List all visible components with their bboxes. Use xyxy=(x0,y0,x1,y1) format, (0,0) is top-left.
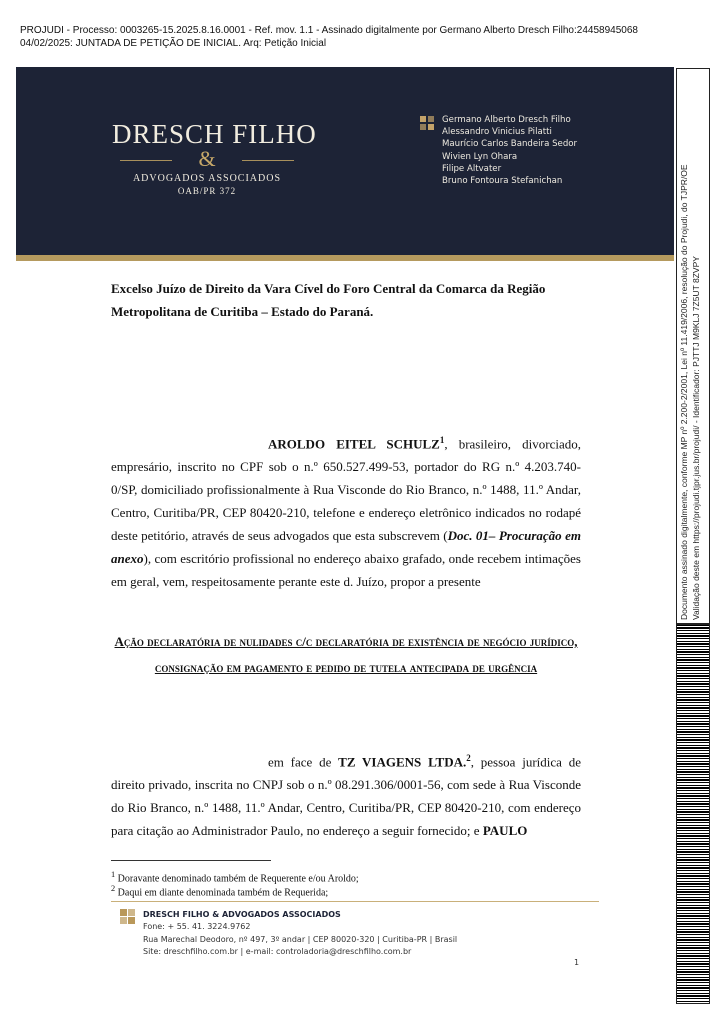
partner-name: Bruno Fontoura Stefanichan xyxy=(442,176,563,187)
party2-intro: em face de xyxy=(268,754,339,770)
party1-doc-ref: Doc. 01– Procuração em anexo xyxy=(111,528,581,567)
action-title: Ação declaratória de nulidades c/c declaratória de existência de negócio jurídico, consignação em pagamento e pedido de tutela antecipada de urgência xyxy=(114,634,578,675)
party1-text-a: , brasileiro, divorciado, empresário, inscrito no CPF sob o n.º 650.527.499-53, portador do RG n.º 4.203.740-0/SP, domiciliado profissionalmente à Rua Visconde do Rio Branco, n.º 1488, 11.º Andar, Centro, Curitiba/PR, CEP 80420-210, telefone e endereço eletrônico indicados no rodapé deste petitório, através de seus advogados que esta subscrevem ( xyxy=(111,436,582,544)
validation-barcode xyxy=(676,624,710,1004)
party2-text: , pessoa jurídica de direito privado, inscrita no CNPJ sob o n.º 08.291.306/0001-56, com sede à Rua Visconde do Rio Branco, n.º 1488, 11.º Andar, Centro, Curitiba/PR, CEP 80420-210, com endereço para citação ao Administrador Paulo, no endereço a seguir fornecido; e xyxy=(111,754,581,839)
validation-line-2: Validação deste em https://projudi.tjpr.jus.br/projudi/ - Identificador: PJTTJ M9KLJ 7Z5UT 8ZVPY xyxy=(691,256,701,620)
party1-paragraph xyxy=(111,429,581,593)
footer-contact xyxy=(143,909,457,958)
footer-web: Site: dreschfilho.com.br | e-mail: controladoria@dreschfilho.com.br xyxy=(143,946,412,956)
stamp-line-2: 04/02/2025: JUNTADA DE PETIÇÃO DE INICIAL. Arq: Petição Inicial xyxy=(20,38,327,49)
party1-name: AROLDO EITEL SCHULZ xyxy=(268,436,440,452)
validation-line-1: Documento assinado digitalmente, conforme MP nº 2.200-2/2001, Lei nº 11.419/2006, resolução do Projudi, do TJPR/OE xyxy=(679,164,689,620)
party2-paragraph xyxy=(111,747,581,842)
footer-phone: Fone: + 55. 41. 3224.9762 xyxy=(143,922,251,932)
partner-name: Maurício Carlos Bandeira Sedor xyxy=(442,139,578,150)
partner-name: Filipe Altvater xyxy=(442,163,502,174)
footer-rule xyxy=(111,901,599,902)
footnote-ref-2[interactable]: 2 xyxy=(466,753,471,763)
footer-squares-icon xyxy=(120,909,136,925)
partner-name: Germano Alberto Dresch Filho xyxy=(442,115,571,125)
addressee: Excelso Juízo de Direito da Vara Cível do Foro Central da Comarca da Região Metropolitana de Curitiba – Estado do Paraná. xyxy=(111,281,546,319)
party2-name: TZ VIAGENS LTDA. xyxy=(338,754,467,770)
footer-firm: DRESCH FILHO & ADVOGADOS ASSOCIADOS xyxy=(143,910,341,919)
signature-stamp xyxy=(20,24,640,50)
footnote-mark: 1 xyxy=(111,870,116,879)
letterhead-gold-rule xyxy=(16,255,674,261)
footnote-ref-1[interactable]: 1 xyxy=(439,435,445,445)
validation-text xyxy=(678,70,708,620)
page-number: 1 xyxy=(574,958,580,967)
footer-address: Rua Marechal Deodoro, nº 497, 3º andar | CEP 80020-320 | Curitiba-PR | Brasil xyxy=(143,934,458,944)
logo-rule-left xyxy=(120,160,172,161)
footnote-2 xyxy=(111,882,581,900)
partner-name: Alessandro Vinicius Pilatti xyxy=(442,127,552,138)
logo-oab: OAB/PR 372 xyxy=(177,186,237,196)
logo-ampersand: & xyxy=(198,146,216,171)
party2-next-name: PAULO xyxy=(482,823,528,839)
firm-logo xyxy=(112,118,317,197)
footnote-mark: 2 xyxy=(111,884,116,893)
partners-squares-icon xyxy=(420,116,434,130)
partner-name: Wivien Lyn Ohara xyxy=(442,151,518,162)
footnote-text: Doravante denominado também de Requerente e/ou Aroldo; xyxy=(115,873,359,885)
party1-text-b: ), com escritório profissional no endereço abaixo grafado, onde recebem intimações em geral, vem, respeitosamente perante este d. Juízo, propor a presente xyxy=(111,551,581,590)
stamp-line-1: PROJUDI - Processo: 0003265-15.2025.8.16.0001 - Ref. mov. 1.1 - Assinado digitalmente por Germano Alberto Dresch Filho:24458945068 xyxy=(20,25,638,36)
footnote-text: Daqui em diante denominada também de Requerida; xyxy=(115,887,329,899)
logo-name: DRESCH FILHO xyxy=(112,119,317,149)
logo-rule-right xyxy=(242,160,294,161)
footnote-separator xyxy=(111,860,271,861)
logo-subtitle: ADVOGADOS ASSOCIADOS xyxy=(132,173,282,184)
partners-list xyxy=(442,114,577,187)
